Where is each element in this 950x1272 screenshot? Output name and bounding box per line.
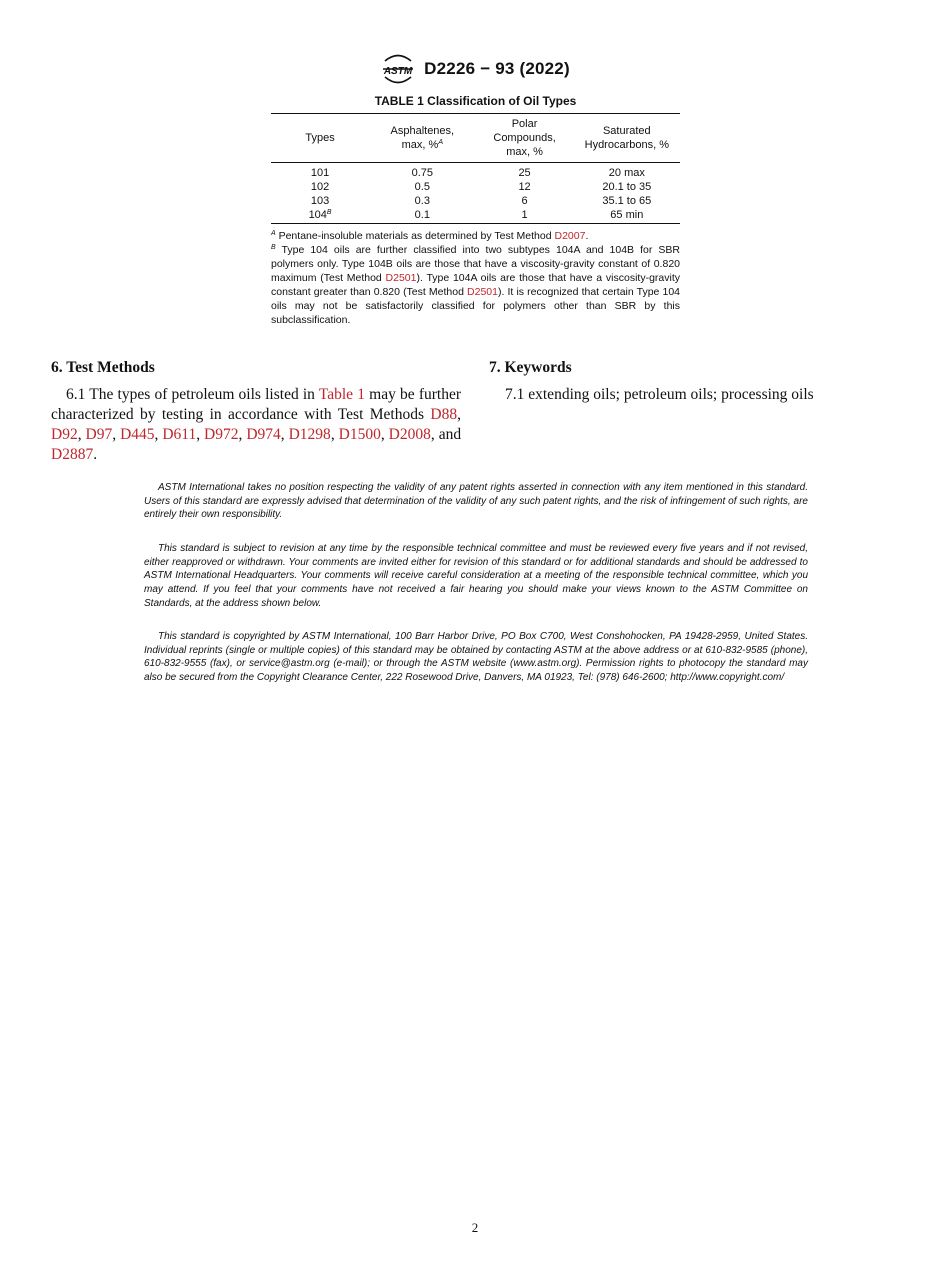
link-d2501[interactable]: D2501	[467, 286, 498, 298]
document-designation: D2226 − 93 (2022)	[424, 59, 570, 78]
table-row	[271, 194, 680, 208]
link-d92[interactable]: D92	[51, 426, 78, 443]
table-row	[271, 180, 680, 194]
link-d2008[interactable]: D2008	[388, 426, 431, 443]
section-paragraph: 7.1 extending oils; petroleum oils; processing oils	[505, 386, 814, 403]
cell-asphaltenes: 0.5	[414, 181, 430, 193]
table-title: TABLE 1 Classification of Oil Types	[374, 94, 577, 108]
col-header-polar: Polar Compounds, max, %	[493, 118, 556, 158]
cell-polar: 6	[521, 195, 528, 207]
svg-text:ASTM: ASTM	[384, 66, 413, 77]
cell-asphaltenes: 0.75	[411, 167, 434, 179]
table-header-row	[271, 114, 680, 163]
link-d88[interactable]: D88	[430, 406, 458, 423]
link-d2887[interactable]: D2887	[51, 446, 94, 463]
cell-saturated: 20.1 to 35	[602, 181, 652, 193]
link-d611[interactable]: D611	[162, 426, 197, 443]
col-header-types: Types	[305, 132, 335, 144]
cell-polar: 25	[518, 167, 531, 179]
section-title: 7. Keywords	[489, 359, 572, 376]
link-d972[interactable]: D972	[204, 426, 239, 443]
cell-saturated: 20 max	[608, 167, 645, 179]
link-d97[interactable]: D97	[85, 426, 113, 443]
page-number: 2	[471, 1220, 479, 1235]
link-d974[interactable]: D974	[246, 426, 281, 443]
table-row	[271, 163, 680, 181]
cell-asphaltenes: 0.3	[414, 195, 430, 207]
section-paragraph: 6.1 The types of petroleum oils listed in Table 1 may be further characterized by testing in accordance with Test Methods D88, D92, D97, D445, D611, D972, D974, D1298, D1500, D2008, and D2887.	[51, 386, 462, 463]
cell-polar: 1	[521, 209, 528, 221]
col-header-saturated: Saturated Hydrocarbons, %	[584, 125, 669, 151]
revision-notice: This standard is subject to revision at any time by the responsible technical committee and must be reviewed every five years and if not revised, either reapproved or withdrawn. Your comments are invited either for revision of this standard or for additional standards and should be addressed to ASTM International Headquarters. Your comments will receive careful consideration at a meeting of the responsible technical committee, which you may attend. If you feel that your comments have not received a fair hearing you should make your views known to the ASTM Committee on Standards, at the address shown below.	[144, 543, 808, 609]
page-header	[0, 52, 950, 91]
link-table-1[interactable]: Table 1	[318, 386, 365, 403]
cell-saturated: 65 min	[610, 209, 644, 221]
table-row	[271, 208, 680, 224]
table-footnotes	[271, 229, 680, 327]
patent-notice: ASTM International takes no position respecting the validity of any patent rights asserted in connection with any item mentioned in this standard. Users of this standard are expressly advised that determination of the validity of any such patent rights, and the risk of infringement of such rights, are entirely their own responsibility.	[144, 482, 808, 521]
link-d2007[interactable]: D2007	[554, 230, 586, 242]
cell-type: $104^B$	[308, 209, 332, 221]
section-title: 6. Test Methods	[51, 359, 155, 376]
link-d1298[interactable]: D1298	[288, 426, 331, 443]
link-d445[interactable]: D445	[120, 426, 155, 443]
cell-polar: 12	[518, 181, 531, 193]
classification-table	[271, 113, 680, 224]
copyright-notice: This standard is copyrighted by ASTM International, 100 Barr Harbor Drive, PO Box C700, West Conshohocken, PA 19428-2959, United States. Individual reprints (single or multiple copies) of this standard may be obtained by contacting ASTM at the above address or at 610-832-9585 (phone), 610-832-9555 (fax), or service@astm.org (e-mail); or through the ASTM website (www.astm.org). Permission rights to photocopy the standard may also be secured from the Copyright Clearance Center, 222 Rosewood Drive, Danvers, MA 01923, Tel: (978) 646-2600; http://www.copyright.com/	[144, 631, 808, 684]
cell-type: 101	[310, 167, 330, 179]
cell-type: 103	[310, 195, 330, 207]
link-d1500[interactable]: D1500	[338, 426, 381, 443]
cell-saturated: 35.1 to 65	[602, 195, 652, 207]
link-d2501[interactable]: D2501	[385, 272, 417, 284]
table-1-block	[271, 94, 680, 327]
col-header-asphaltenes: Asphaltenes, max, %$^A$	[390, 125, 455, 151]
footnote-b: $^B$ Type 104 oils are further classified into two subtypes 104A and 104B for SBR polymers only. Type 104B oils are those that have a viscosity-gravity constant of 0.820 maximum (Test Method D2501). Type 104A oils are those that have a viscosity-gravity constant greater than 0.820 (Test Method D2501). It is recognized that certain Type 104 oils may not be satisfactorily classified for polymers other than SBR by this subclassification.	[271, 244, 681, 326]
section-test-methods	[51, 358, 461, 465]
astm-logo-icon	[380, 52, 416, 86]
cell-asphaltenes: 0.1	[414, 209, 430, 221]
cell-type: 102	[310, 181, 330, 193]
footnote-a: $^A$ Pentane-insoluble materials as determined by Test Method D2007.	[271, 230, 589, 242]
section-keywords	[489, 358, 899, 405]
